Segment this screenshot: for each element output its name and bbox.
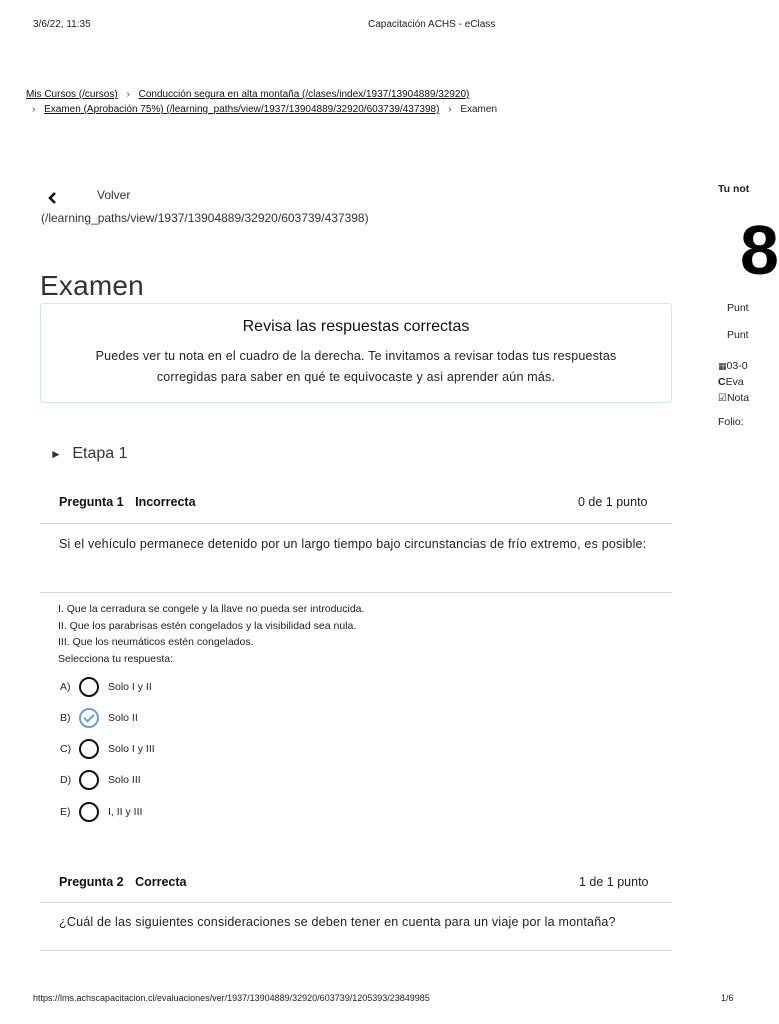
answer-prompt: Selecciona tu respuesta: xyxy=(58,652,173,665)
statement-1: I. Que la cerradura se congele y la llave no pueda ser introducida. xyxy=(58,603,365,615)
breadcrumb-current: Examen xyxy=(460,104,498,115)
statement-3: III. Que los neumáticos estén congelados. xyxy=(58,636,254,648)
question-1-text: Si el vehículo permanece detenido por un largo tiempo bajo circunstancias de frío extremo, es posible: xyxy=(59,537,647,551)
back-label: Volver xyxy=(97,188,131,202)
divider xyxy=(40,950,672,951)
print-datetime: 3/6/22, 11:35 xyxy=(33,19,91,30)
stage-toggle[interactable] xyxy=(50,445,128,463)
score-heading: Tu not xyxy=(718,183,750,195)
option-text: Solo I y II xyxy=(108,681,152,693)
option-letter: B) xyxy=(60,712,71,724)
option-letter: C) xyxy=(60,743,72,755)
question-2-text: ¿Cuál de las siguientes consideraciones se deben tener en cuenta para un viaje por la montaña? xyxy=(59,915,616,929)
option-c[interactable] xyxy=(60,739,260,761)
question-2-status: Correcta xyxy=(135,875,187,889)
divider xyxy=(40,592,672,593)
refresh-icon: C xyxy=(718,376,726,388)
calendar-icon: ▦ xyxy=(718,361,727,371)
question-2-header xyxy=(59,875,187,889)
option-text: Solo III xyxy=(108,774,141,786)
question-1-number: Pregunta 1 xyxy=(59,495,124,509)
radio-unchecked-icon[interactable] xyxy=(79,739,99,759)
option-letter: E) xyxy=(60,806,71,818)
folio-label: Folio: xyxy=(718,416,744,428)
option-text: Solo II xyxy=(108,712,138,724)
date-row xyxy=(718,360,748,372)
radio-checked-icon[interactable] xyxy=(79,708,99,728)
option-e[interactable] xyxy=(60,802,260,824)
page-title: Examen xyxy=(40,270,144,301)
divider xyxy=(40,523,672,524)
breadcrumb-exam-path[interactable]: Examen (Aprobación 75%) (/learning_paths/view/1937/13904889/32920/603739/437398) xyxy=(44,104,440,115)
radio-unchecked-icon[interactable] xyxy=(79,770,99,790)
nota-row xyxy=(718,392,749,404)
back-url: (/learning_paths/view/1937/13904889/32920/603739/437398) xyxy=(41,211,369,225)
score-value: 8 xyxy=(740,211,779,289)
option-a[interactable] xyxy=(60,677,260,699)
notice-box xyxy=(40,303,672,403)
question-1-status: Incorrecta xyxy=(135,495,196,509)
stage-label: Etapa 1 xyxy=(72,445,128,462)
question-2-number: Pregunta 2 xyxy=(59,875,124,889)
statement-2: II. Que los parabrisas estén congelados y la visibilidad sea nula. xyxy=(58,619,357,632)
option-letter: A) xyxy=(60,681,71,693)
notice-title: Revisa las respuestas correctas xyxy=(242,318,470,335)
question-1-points: 0 de 1 punto xyxy=(578,495,648,509)
date-value: 03-0 xyxy=(726,360,748,372)
question-1-header xyxy=(59,495,196,509)
radio-unchecked-icon[interactable] xyxy=(79,802,99,822)
breadcrumb-my-courses[interactable]: Mis Cursos (/cursos) xyxy=(26,89,118,100)
option-letter: D) xyxy=(60,774,72,786)
breadcrumb-course[interactable]: Conducción segura en alta montaña (/clases/index/1937/13904889/32920) xyxy=(138,89,470,100)
breadcrumb-line-2 xyxy=(32,104,497,115)
points-line-2: Punt xyxy=(727,329,749,341)
divider xyxy=(40,902,672,903)
triangle-right-icon: ► xyxy=(50,447,62,461)
option-b[interactable] xyxy=(60,708,260,730)
option-text: Solo I y III xyxy=(108,743,155,755)
breadcrumb-separator: › xyxy=(126,89,130,100)
print-title: Capacitación ACHS - eClass xyxy=(368,19,496,30)
print-page-number: 1/6 xyxy=(721,993,734,1003)
points-line-1: Punt xyxy=(727,302,749,314)
eval-label: Eva xyxy=(725,376,744,388)
eval-row xyxy=(718,376,744,388)
nota-label: Nota xyxy=(726,392,750,404)
print-footer-url: https://lms.achscapacitacion.cl/evaluaciones/ver/1937/13904889/32920/603739/1205393/23849985 xyxy=(33,993,430,1003)
option-text: I, II y III xyxy=(108,806,143,818)
notice-body: Puedes ver tu nota en el cuadro de la derecha. Te invitamos a revisar todas tus respuestas corregidas para saber en qué te equivocaste y asi aprender aún más. xyxy=(95,349,617,384)
breadcrumb-separator: › xyxy=(32,104,36,115)
chevron-left-icon xyxy=(47,192,57,204)
question-1-statements xyxy=(58,601,658,667)
breadcrumb xyxy=(26,89,469,100)
radio-unchecked-icon[interactable] xyxy=(79,677,99,697)
breadcrumb-separator: › xyxy=(448,104,452,115)
checkbox-icon: ☑ xyxy=(718,393,727,404)
question-2-points: 1 de 1 punto xyxy=(579,875,649,889)
option-d[interactable] xyxy=(60,770,260,792)
